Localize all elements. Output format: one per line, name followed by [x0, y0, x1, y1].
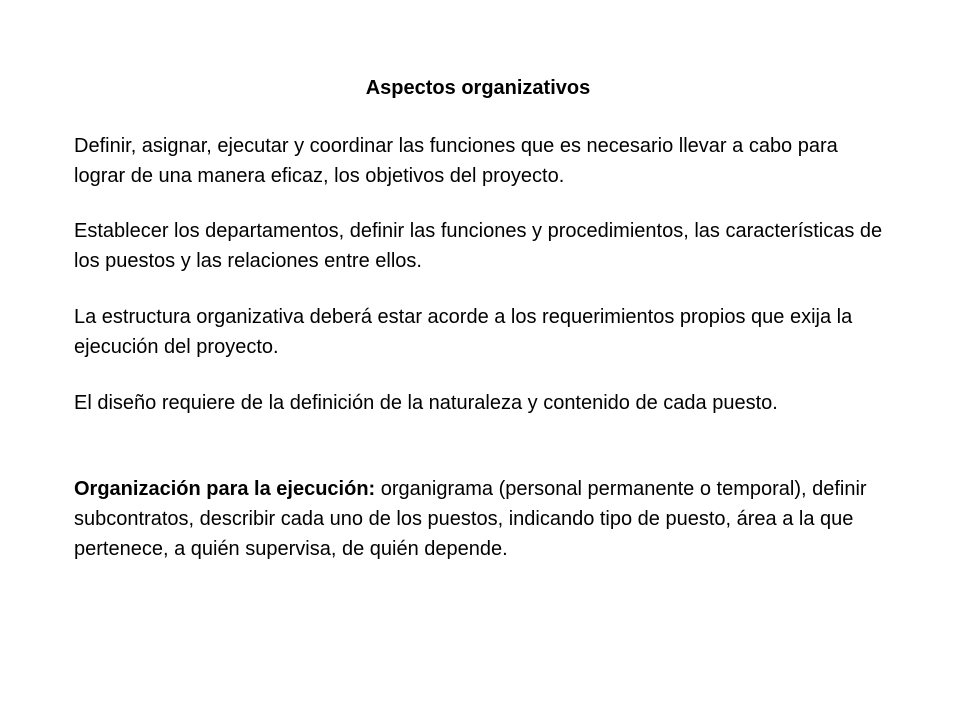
paragraph-diseno: El diseño requiere de la definición de la naturaleza y contenido de cada puesto. — [74, 392, 778, 414]
slide-title: Aspectos organizativos — [365, 77, 591, 99]
paragraph-establecer: Establecer los departamentos, definir las funciones y procedimientos, las características de los puestos y las relaciones entre ellos. — [74, 220, 883, 272]
paragraph-definir: Definir, asignar, ejecutar y coordinar las funciones que es necesario llevar a cabo para lograr de una manera eficaz, los objetivos del proyecto. — [74, 135, 838, 187]
paragraph-organizacion — [74, 474, 886, 564]
paragraph-organizacion-lead: Organización para la ejecución: — [74, 478, 376, 500]
paragraph-estructura: La estructura organizativa deberá estar acorde a los requerimientos propios que exija la ejecución del proyecto. — [74, 306, 853, 358]
paragraph-organizacion-body: organigrama (personal permanente o temporal), definir subcontratos, describir cada uno de los puestos, indicando tipo de puesto, área a la que pertenece, a quién supervisa, de quién depende. — [74, 478, 867, 560]
